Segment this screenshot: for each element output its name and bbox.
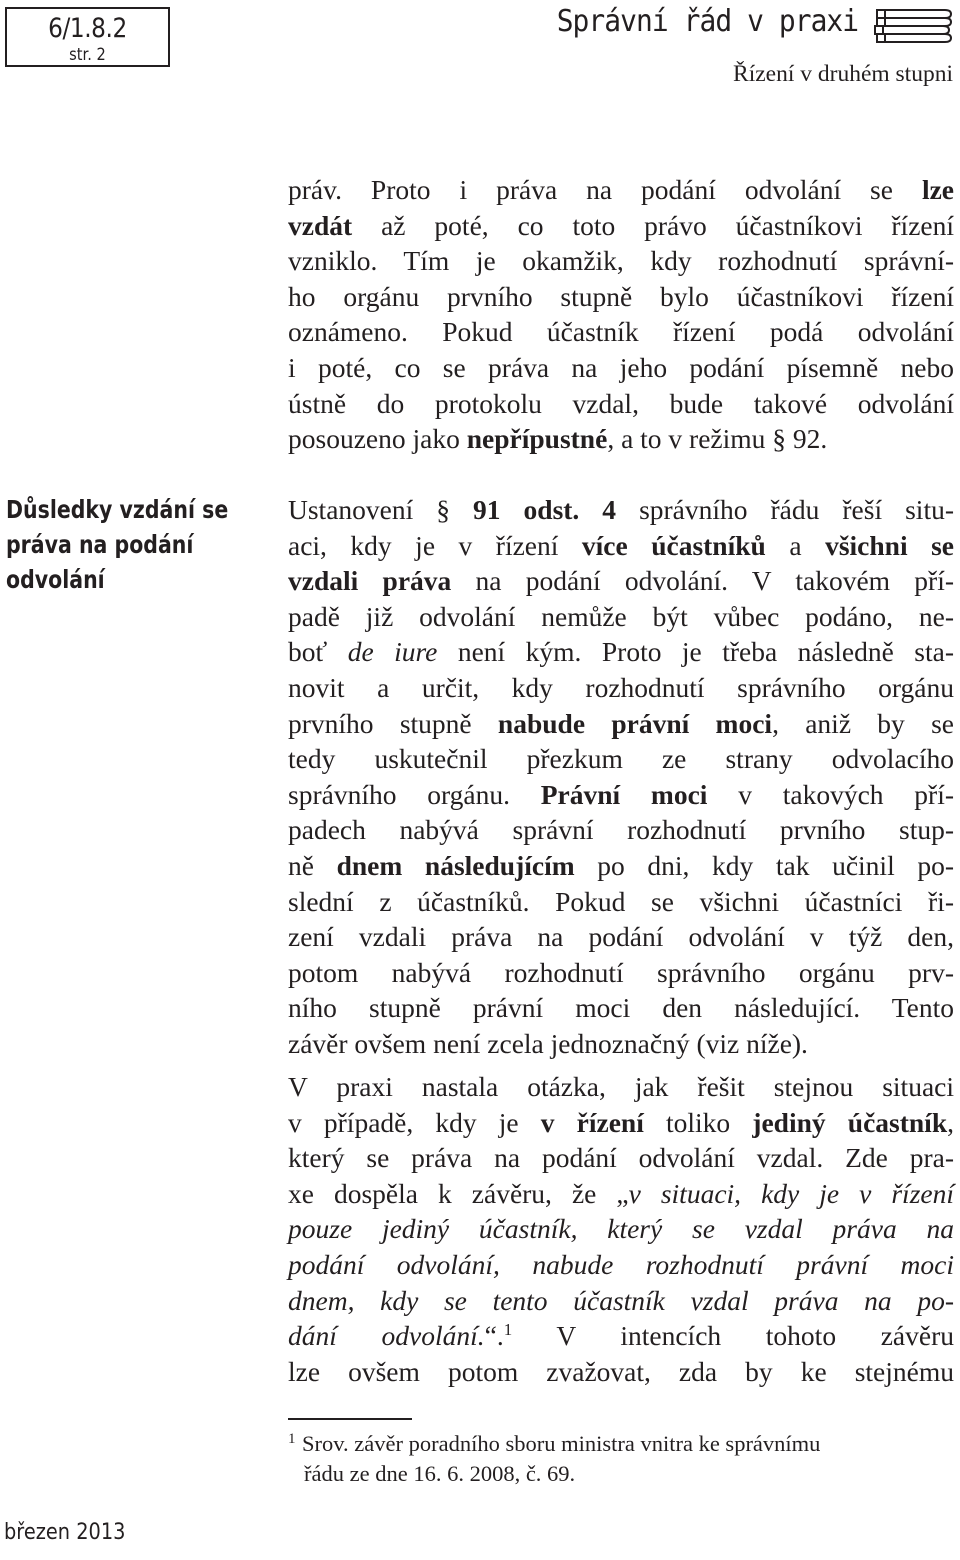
text-line: vzdali práva na podání odvolání. V takovém pří- (288, 565, 955, 597)
text-line: i poté, co se práva na jeho podání písemně nebo (288, 351, 954, 383)
footnote (288, 1429, 954, 1489)
text-line: lze ovšem potom zvažovat, zda by ke stejnému (288, 1355, 954, 1387)
text-line: potom nabývá rozhodnutí správního orgánu prv- (288, 956, 954, 988)
text-line: pouze jediný účastník, který se vzdal práva na (288, 1213, 954, 1245)
text-line: aci, kdy je v řízení více účastníků a všichni se (288, 529, 955, 561)
text-line: který se práva na podání odvolání vzdal. Zde pra- (288, 1142, 954, 1174)
text-line: práv. Proto i práva na podání odvolání se lze (288, 174, 954, 205)
text-line: ústně do protokolu vzdal, bude takové odvolání (288, 387, 954, 419)
footnote-reference[interactable]: 1 (503, 1320, 513, 1339)
text-line: prvního stupně nabude právní moci, aniž by se (288, 707, 954, 739)
text-line: správního orgánu. Právní moci v takových pří- (288, 778, 955, 810)
text-line: v případě, kdy je v řízení toliko jediný účastník, (288, 1106, 954, 1138)
footnote-number: 1 (288, 1431, 296, 1447)
text-line: posouzeno jako nepřípustné, a to v režimu § 92. (288, 423, 828, 455)
text-line: oznámeno. Pokud účastník řízení podá odvolání (288, 316, 954, 348)
section-number-box (5, 7, 170, 67)
text-line: ho orgánu prvního stupně bylo účastníkovi řízení (288, 280, 954, 312)
paragraph-1 (288, 172, 954, 457)
footnote-divider (288, 1418, 412, 1420)
text-line: dání odvolání.“.$^1$ V intencích tohoto závěru (288, 1320, 954, 1352)
page-label: str. 2 (69, 45, 106, 65)
margin-note (6, 492, 229, 597)
text-line: novit a určit, kdy rozhodnutí správního orgánu (288, 671, 954, 703)
book-title: Správní řád v praxi (556, 4, 858, 39)
text-line: vzdát až poté, co toto právo účastníkovi řízení (288, 209, 954, 241)
margin-note-line: práva na podání (6, 530, 194, 559)
margin-note-line: odvolání (6, 565, 105, 594)
text-line: padě již odvolání nemůže být vůbec podáno, ne- (288, 600, 954, 632)
text-line: tedy uskutečnil přezkum ze strany odvolacího (288, 743, 954, 775)
text-line: zení vzdali práva na podání odvolání v týž den, (288, 921, 954, 953)
text-line: podání odvolání, nabude rozhodnutí právní moci (288, 1248, 954, 1280)
publication-date: březen 2013 (4, 1520, 126, 1545)
paragraph-3 (288, 1069, 954, 1389)
text-line: boť de iure není kým. Proto je třeba následně sta- (288, 636, 954, 668)
text-line: padech nabývá správní rozhodnutí prvního stup- (288, 814, 954, 846)
margin-note-line: Důsledky vzdání se (6, 495, 229, 524)
paragraph-2 (288, 492, 954, 1062)
text-line: dnem, kdy se tento účastník vzdal práva na po- (288, 1284, 954, 1316)
books-stack-icon (871, 4, 955, 46)
text-line: slední z účastníků. Pokud se všichni účastníci ři- (288, 885, 954, 917)
text-line: závěr ovšem není zcela jednoznačný (viz níže). (288, 1027, 808, 1059)
text-line: xe dospěla k závěru, že „v situaci, kdy je v řízení (288, 1177, 954, 1209)
text-line: ně dnem následujícím po dni, kdy tak učinil po- (288, 849, 954, 881)
section-number: 6/1.8.2 (48, 13, 127, 44)
text-line: vzniklo. Tím je okamžik, kdy rozhodnutí správní- (288, 245, 954, 277)
footnote-text: řádu ze dne 16. 6. 2008, č. 69. (304, 1461, 576, 1486)
text-line: ního stupně právní moci den následující. Tento (288, 992, 954, 1024)
footnote-text: Srov. závěr poradního sboru ministra vnitra ke správnímu (302, 1431, 821, 1456)
text-line: Ustanovení § 91 odst. 4 správního řádu řeší situ- (288, 494, 954, 525)
chapter-title: Řízení v druhém stupni (733, 61, 953, 87)
text-line: V praxi nastala otázka, jak řešit stejnou situaci (288, 1071, 954, 1102)
